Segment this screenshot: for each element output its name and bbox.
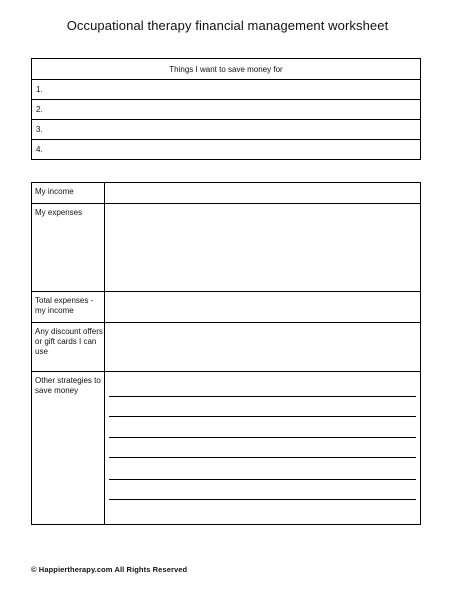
expenses-label: My expenses [35, 208, 83, 217]
savings-goals-header: Things I want to save money for [169, 64, 283, 74]
expenses-row[interactable] [32, 203, 420, 291]
savings-goals-table [31, 58, 421, 160]
net-row[interactable] [32, 291, 420, 322]
strategy-write-line[interactable] [109, 479, 416, 480]
strategy-write-line[interactable] [109, 416, 416, 417]
income-label: My income [35, 187, 74, 196]
income-row[interactable] [32, 183, 420, 203]
net-label: Total expenses - my income [35, 296, 94, 315]
strategies-label: Other strategies to save money [35, 376, 101, 395]
copyright-footer: © Happiertherapy.com All Rights Reserved [31, 565, 188, 574]
discounts-row[interactable] [32, 322, 420, 371]
column-divider [104, 183, 105, 524]
savings-goal-row-2[interactable]: 2. [32, 99, 420, 119]
savings-goal-row-4[interactable]: 4. [32, 139, 420, 159]
strategy-write-line[interactable] [109, 396, 416, 397]
strategy-write-line[interactable] [109, 457, 416, 458]
savings-goal-row-1[interactable]: 1. [32, 79, 420, 99]
savings-goal-row-3[interactable]: 3. [32, 119, 420, 139]
discounts-label: Any discount offers or gift cards I can use [35, 327, 103, 356]
page-title: Occupational therapy financial management worksheet [66, 18, 389, 33]
strategies-row[interactable] [32, 371, 420, 524]
budget-table [31, 182, 421, 525]
strategy-write-line[interactable] [109, 499, 416, 500]
strategy-write-line[interactable] [109, 437, 416, 438]
